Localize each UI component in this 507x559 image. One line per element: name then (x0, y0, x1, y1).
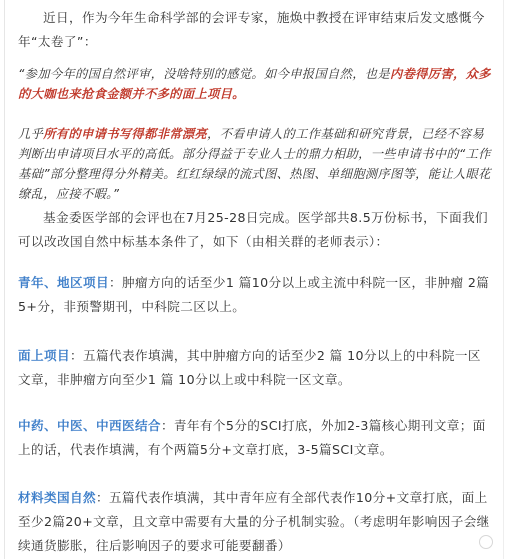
right-divider (503, 0, 504, 559)
intro-paragraph (18, 6, 490, 54)
watermark-icon (479, 535, 493, 549)
quote-paragraph-1 (18, 64, 496, 104)
requirement-youth (18, 271, 490, 319)
general-label: 面上项目 (18, 348, 70, 363)
youth-label: 青年、地区项目 (18, 275, 109, 290)
intro-text: 近日，作为今年生命科学部的会评专家，施焕中教授在评审结束后发文感慨今年“太卷了”： (18, 10, 485, 49)
requirement-materials (18, 486, 490, 558)
quote2-highlight: 所有的申请书写得都非常漂亮 (43, 127, 207, 141)
watermark-logo (479, 535, 495, 549)
materials-text: ：五篇代表作填满，其中青年应有全部代表作10分+文章打底，面上至少2篇20+文章，且文章中需要有大量的分子机制实验。（考虑明年影响因子会继续通货膨胀，往后影响因子的要求可能要翻番） (18, 490, 490, 553)
tcm-label: 中药、中医、中西医结合 (18, 418, 161, 433)
quote1-highlight: 内卷得厉害，众多的大咖也来抢食金额并不多的面上项目。 (18, 67, 491, 101)
quote-paragraph-2 (18, 124, 496, 204)
quote2-text-b: ，不看申请人的工作基础和研究背景，已经不容易判断出申请项目水平的高低。部分得益于专业人士的鼎力相助，一些申请书中的“工作基础”部分整理得分外精美。红红绿绿的流式图、热图、单细胞测序图等，能让人眼花缭乱，应接不暇。” (18, 127, 491, 201)
requirement-general (18, 344, 490, 392)
tcm-text: ：青年有个5分的SCI打底，外加2-3篇核心期刊文章；面上的话，代表作填满，有个两篇5分+文章打底，3-5篇SCI文章。 (18, 418, 486, 457)
requirement-tcm (18, 414, 490, 462)
left-divider (4, 0, 5, 559)
council-text: 基金委医学部的会评也在7月25-28日完成。医学部共8.5万份标书，下面我们可以改改国自然中标基本条件了，如下（由相关群的老师表示）： (18, 210, 489, 249)
council-paragraph (18, 206, 490, 254)
materials-label: 材料类国自然 (18, 490, 96, 505)
quote2-text-a: 几乎 (18, 127, 44, 141)
youth-text: ：肿瘤方向的话至少1 篇10分以上或主流中科院一区，非肿瘤 2篇5+分，非预警期刊，中科院二区以上。 (18, 275, 490, 314)
general-text: ：五篇代表作填满，其中肿瘤方向的话至少2 篇 10分以上的中科院一区文章，非肿瘤方向至少1 篇 10分以上或中科院一区文章。 (18, 348, 481, 387)
quote1-text: “参加今年的国自然评审，没啥特别的感觉。如今申报国自然，也是 (18, 67, 390, 81)
